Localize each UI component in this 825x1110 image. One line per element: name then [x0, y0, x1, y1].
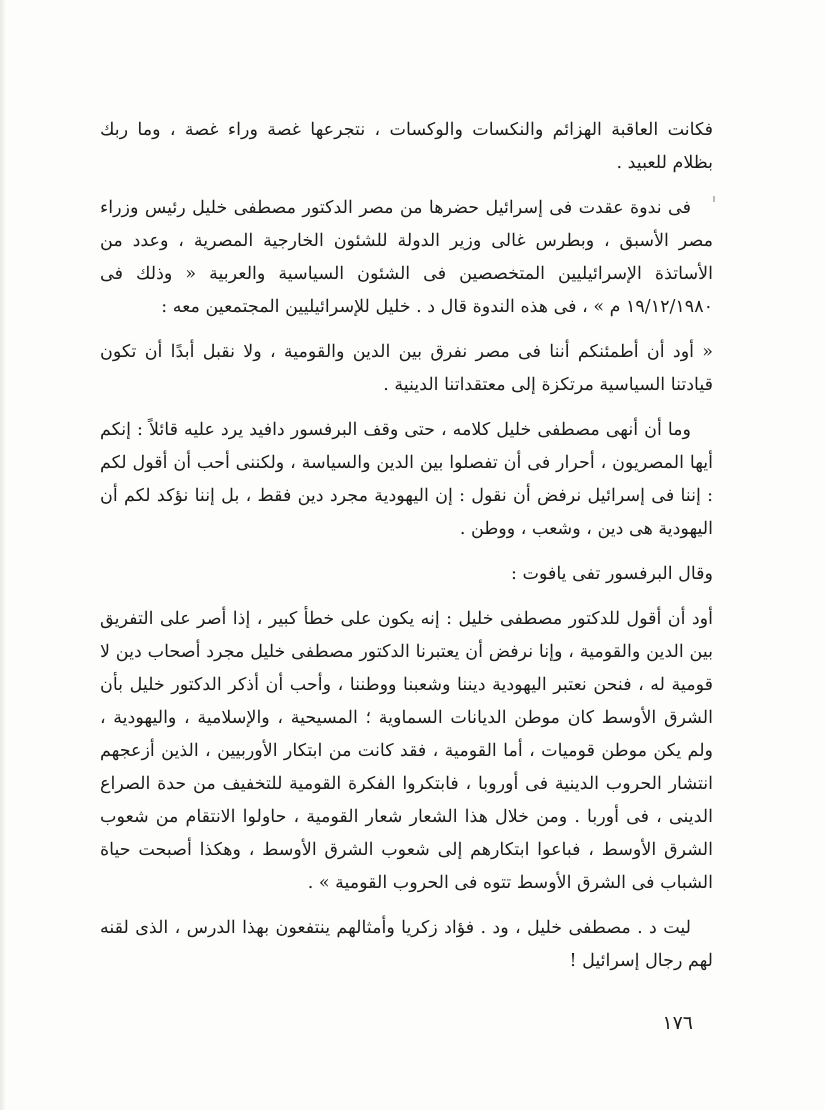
page-number: ١٧٦ — [662, 1012, 693, 1034]
paragraph-david-reply: وما أن أنهى مصطفى خليل كلامه ، حتى وقف البرفسور دافيد يرد عليه قائلاً : إنكم أيها المصريون ، أحرار فى أن تفصلوا بين الدين والسياسة ، ولكننى أحب أن أقول لكم : إننا فى إسرائيل نرفض أن نقول : إن اليهودية مجرد دين فقط ، بل إننا نؤكد لكم أن اليهودية هى دين ، وشعب ، ووطن . — [100, 420, 713, 539]
paragraph-conclusion: ليت د . مصطفى خليل ، ود . فؤاد زكريا وأمثالهم ينتفعون بهذا الدرس ، الذى لقنه لهم رجال إسرائيل ! — [100, 918, 713, 971]
paragraph-closing-remark: فكانت العاقبة الهزائم والنكسات والوكسات ، نتجرعها غصة وراء غصة ، وما ربك بظلام للعبيد . — [100, 120, 713, 173]
margin-mark — [713, 196, 715, 202]
paragraph-khalil-quote: « أود أن أطمئنكم أننا فى مصر نفرق بين الدين والقومية ، ولا نقبل أبدًا أن تكون قيادتنا السياسية مرتكزة إلى معتقداتنا الدينية . — [100, 342, 713, 395]
scan-shadow-edge — [0, 0, 6, 1110]
paragraph-yafot-quote: أود أن أقول للدكتور مصطفى خليل : إنه يكون على خطأ كبير ، إذا أصر على التفريق بين الدين والقومية ، وإنا نرفض أن يعتبرنا الدكتور مصطفى خليل مجرد أصحاب دين لا قومية له ، فنحن نعتبر اليهودية ديننا وشعبنا ووطننا ، وأحب أن أذكر الدكتور خليل بأن الشرق الأوسط كان موطن الديانات السماوية ؛ المسيحية ، والإسلامية ، واليهودية ، ولم يكن موطن قوميات ، أما القومية ، فقد كانت من ابتكار الأوربيين ، الذين أزعجهم انتشار الحروب الدينية فى أوروبا ، فابتكروا الفكرة القومية للتخفيف من حدة الصراع الدينى ، فى أوربا . ومن خلال هذا الشعار شعار القومية ، حاولوا الانتقام من شعوب الشرق الأوسط ، فباعوا ابتكارهم إلى شعوب الشرق الأوسط ، وهكذا أصبحت حياة الشباب فى الشرق الأوسط تتوه فى الحروب القومية » . — [100, 609, 713, 893]
paragraph-yafot-intro: وقال البرفسور تفى يافوت : — [510, 564, 713, 584]
body-text — [100, 114, 713, 990]
paragraph-symposium-intro: فى ندوة عقدت فى إسرائيل حضرها من مصر الدكتور مصطفى خليل رئيس وزراء مصر الأسبق ، وبطرس غالى وزير الدولة للشئون الخارجية المصرية ، وعدد من الأساتذة الإسرائيليين المتخصصين فى الشئون السياسية والعربية « وذلك فى ١٩/١٢/١٩٨٠ م » ، فى هذه الندوة قال د . خليل للإسرائيليين المجتمعين معه : — [100, 198, 713, 317]
